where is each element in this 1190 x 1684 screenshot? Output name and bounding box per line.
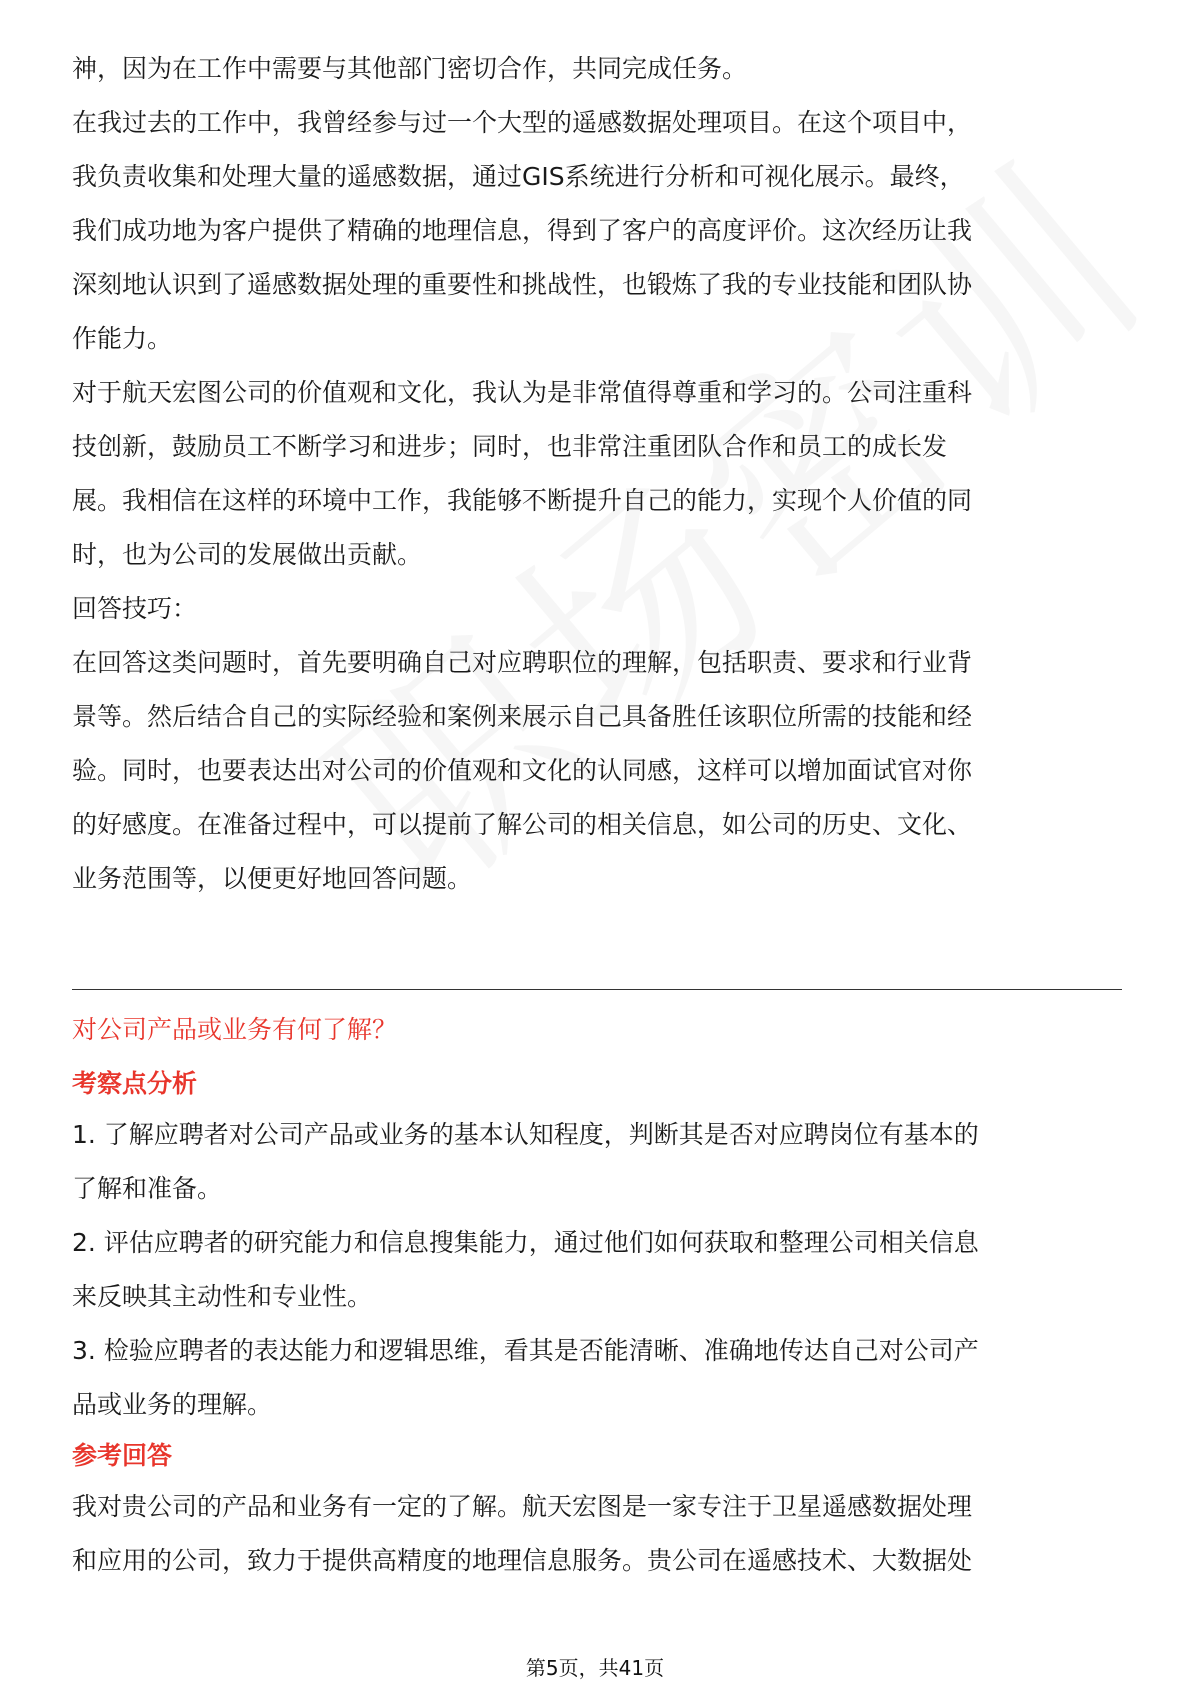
paragraph-project-experience: 在我过去的工作中，我曾经参与过一个大型的遥感数据处理项目。在这个项目中， 我负责收集和处理大量的遥感数据，通过GIS系统进行分析和可视化展示。最终， 我们成功地为客户提供了精确的地理信息，得到了客户的高度评价。这次经历让我 深刻地认识到了遥感数据处理的重要性和挑战性，也锻炼了我的专业技能和团队协 作能力。 <box>72 108 973 353</box>
analysis-item: 2. 评估应聘者的研究能力和信息搜集能力，通过他们如何获取和整理公司相关信息 来反映其主动性和专业性。 <box>72 1228 979 1311</box>
tips-label: 回答技巧： <box>72 594 198 623</box>
answer-body <box>72 42 1122 906</box>
reference-text: 我对贵公司的产品和业务有一定的了解。航天宏图是一家专注于卫星遥感数据处理 和应用的公司，致力于提供高精度的地理信息服务。贵公司在遥感技术、大数据处 <box>72 1492 973 1575</box>
analysis-section <box>72 1064 1122 1432</box>
paragraph-teamwork-tail: 神，因为在工作中需要与其他部门密切合作，共同完成任务。 <box>72 54 748 83</box>
page-number: 第5页，共41页 <box>525 1656 665 1680</box>
analysis-item: 1. 了解应聘者对公司产品或业务的基本认知程度，判断其是否对应聘岗位有基本的 了解和准备。 <box>72 1120 979 1203</box>
analysis-heading: 考察点分析 <box>72 1069 198 1098</box>
reference-heading: 参考回答 <box>72 1441 173 1470</box>
question-title: 对公司产品或业务有何了解？ <box>72 1015 398 1044</box>
paragraph-company-culture: 对于航天宏图公司的价值观和文化，我认为是非常值得尊重和学习的。公司注重科 技创新，鼓励员工不断学习和进步；同时，也非常注重团队合作和员工的成长发 展。我相信在这样的环境中工作，我能够不断提升自己的能力，实现个人价值的同 时，也为公司的发展做出贡献。 <box>72 378 973 569</box>
section-divider <box>72 989 1122 990</box>
analysis-item: 3. 检验应聘者的表达能力和逻辑思维，看其是否能清晰、准确地传达自己对公司产 品或业务的理解。 <box>72 1336 979 1419</box>
reference-section <box>72 1436 1122 1588</box>
tips-text: 在回答这类问题时，首先要明确自己对应聘职位的理解，包括职责、要求和行业背 景等。然后结合自己的实际经验和案例来展示自己具备胜任该职位所需的技能和经 验。同时，也要表达出对公司的价值观和文化的认同感，这样可以增加面试官对你 的好感度。在准备过程中，可以提前了解公司的相关信息，如公司的历史、文化、 业务范围等，以便更好地回答问题。 <box>72 648 973 893</box>
